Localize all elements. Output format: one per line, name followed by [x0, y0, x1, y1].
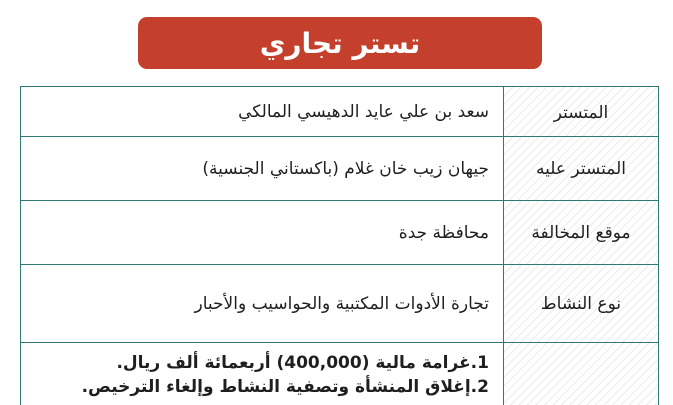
label-cell-activity	[503, 265, 658, 342]
label-violator: المتستر	[553, 102, 609, 123]
value-covered-person: جيهان زيب خان غلام (باكستاني الجنسية)	[202, 158, 489, 179]
label-cell-violator	[503, 87, 658, 136]
page-title: تستر تجاري	[259, 26, 421, 60]
table-row-penalties	[21, 343, 658, 405]
table-row-violator	[21, 87, 658, 137]
value-cell-location	[21, 201, 503, 264]
value-location: محافظة جدة	[398, 222, 489, 243]
label-cell-location	[503, 201, 658, 264]
value-cell-activity	[21, 265, 503, 342]
value-cell-covered-person	[21, 137, 503, 200]
table-row-activity	[21, 265, 658, 343]
value-violator: سعد بن علي عايد الدهيسي المالكي	[238, 101, 489, 122]
title-banner	[138, 17, 542, 69]
label-cell-covered-person	[503, 137, 658, 200]
penalty-line-2: 2.إغلاق المنشأة وتصفية النشاط وإلغاء الترخيص.	[81, 377, 489, 397]
penalty-line-1: 1.غرامة مالية (400,000) أربعمائة ألف ريال.	[116, 353, 489, 373]
label-location: موقع المخالفة	[531, 222, 631, 243]
table-row-covered-person	[21, 137, 658, 201]
label-covered-person: المتستر عليه	[536, 158, 626, 179]
violation-table	[20, 86, 659, 405]
label-activity: نوع النشاط	[540, 293, 622, 314]
label-cell-penalties	[503, 343, 658, 405]
value-cell-violator	[21, 87, 503, 136]
table-row-location	[21, 201, 658, 265]
value-activity: تجارة الأدوات المكتبية والحواسيب والأحبار	[194, 293, 489, 314]
value-cell-penalties	[21, 343, 503, 405]
